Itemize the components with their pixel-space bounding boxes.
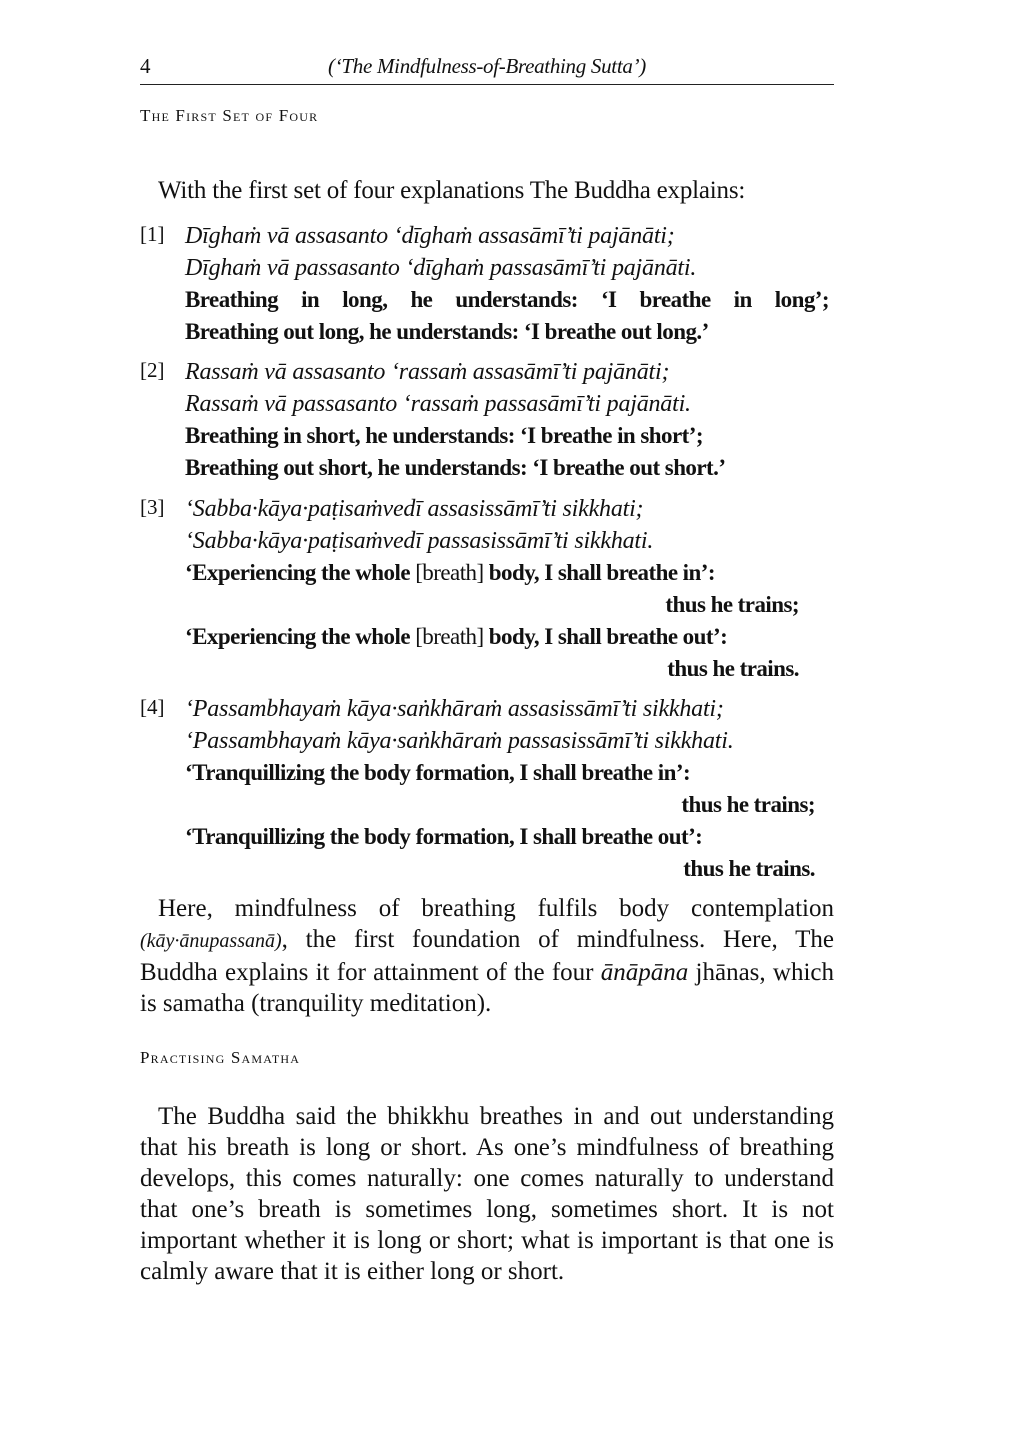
english-line: ‘Tranquillizing the body formation, I shall breathe in’: xyxy=(185,760,691,785)
english-line: Breathing in long, he understands: ‘I breathe in long’; xyxy=(185,287,829,312)
body-contemplation-paragraph xyxy=(140,893,834,1019)
page-number: 4 xyxy=(140,54,151,78)
english-line: Breathing out long, he understands: ‘I breathe out long.’ xyxy=(185,319,709,344)
verse-number: [3] xyxy=(140,495,165,519)
trains-line: thus he trains; xyxy=(681,792,815,817)
running-title: (‘The Mindfulness-of-Breathing Sutta’) xyxy=(328,54,646,78)
pali-line: Rassaṁ vā passasanto ‘rassaṁ passasāmī’ti pajānāti. xyxy=(185,391,691,417)
pali-line: Dīghaṁ vā assasanto ‘dīghaṁ assasāmī’ti pajānāti; xyxy=(185,223,675,249)
pali-term: (kāy·ānupassanā) xyxy=(140,930,282,952)
intro-paragraph: With the first set of four explanations The Buddha explains: xyxy=(158,177,746,204)
pali-line: Dīghaṁ vā passasanto ‘dīghaṁ passasāmī’ti pajānāti. xyxy=(185,255,697,281)
section-heading-first-set: The First Set of Four xyxy=(140,106,319,125)
samatha-paragraph: The Buddha said the bhikkhu breathes in and out understanding that his breath is long or short. As one’s mindfulness of breathing develops, this comes naturally: one comes naturally to understand that one’s breath is sometimes long, sometimes short. It is not important whether it is long or short; what is important is that one is calmly aware that it is either long or short. xyxy=(140,1103,834,1285)
pali-line: ‘Sabba·kāya·paṭisaṁvedī assasissāmī’ti sikkhati; xyxy=(185,496,644,522)
paragraph-text: , the first foundation of mindfulness. Here, The Buddha explains it for attainment of the four xyxy=(140,926,834,986)
pali-line: ‘Sabba·kāya·paṭisaṁvedī passasissāmī’ti sikkhati. xyxy=(185,528,654,554)
section-heading-practising-samatha: Practising Samatha xyxy=(140,1048,301,1067)
trains-line: thus he trains. xyxy=(683,856,815,881)
pali-line: ‘Passambhayaṁ kāya·saṅkhāraṁ passasissāmī’ti sikkhati. xyxy=(185,728,734,754)
english-fragment: body, I shall breathe out’: xyxy=(488,624,728,649)
verse-number: [2] xyxy=(140,358,165,382)
english-line xyxy=(185,621,834,653)
running-head xyxy=(140,52,834,85)
trains-line: thus he trains; xyxy=(665,592,799,617)
english-line: ‘Tranquillizing the body formation, I shall breathe out’: xyxy=(185,824,703,849)
english-line xyxy=(185,557,834,589)
english-fragment: body, I shall breathe in’: xyxy=(488,560,715,585)
trains-line: thus he trains. xyxy=(667,656,799,681)
paragraph-text: Here, mindfulness of breathing fulfils body contemplation xyxy=(158,895,834,922)
english-fragment: ‘Experiencing the whole xyxy=(185,560,410,585)
verse-number: [1] xyxy=(140,222,165,246)
paragraph-text: jhānas, which is samatha (tranquility meditation). xyxy=(140,959,835,1017)
book-page xyxy=(140,0,834,1452)
english-line: Breathing in short, he understands: ‘I breathe in short’; xyxy=(185,423,703,448)
pali-term: ānāpāna xyxy=(600,959,689,986)
bracketed-word: [breath] xyxy=(415,624,484,649)
verse-number: [4] xyxy=(140,695,165,719)
pali-line: Rassaṁ vā assasanto ‘rassaṁ assasāmī’ti pajānāti; xyxy=(185,359,670,385)
english-fragment: ‘Experiencing the whole xyxy=(185,624,410,649)
english-line: Breathing out short, he understands: ‘I breathe out short.’ xyxy=(185,455,726,480)
pali-line: ‘Passambhayaṁ kāya·saṅkhāraṁ assasissāmī’ti sikkhati; xyxy=(185,696,724,722)
bracketed-word: [breath] xyxy=(415,560,484,585)
